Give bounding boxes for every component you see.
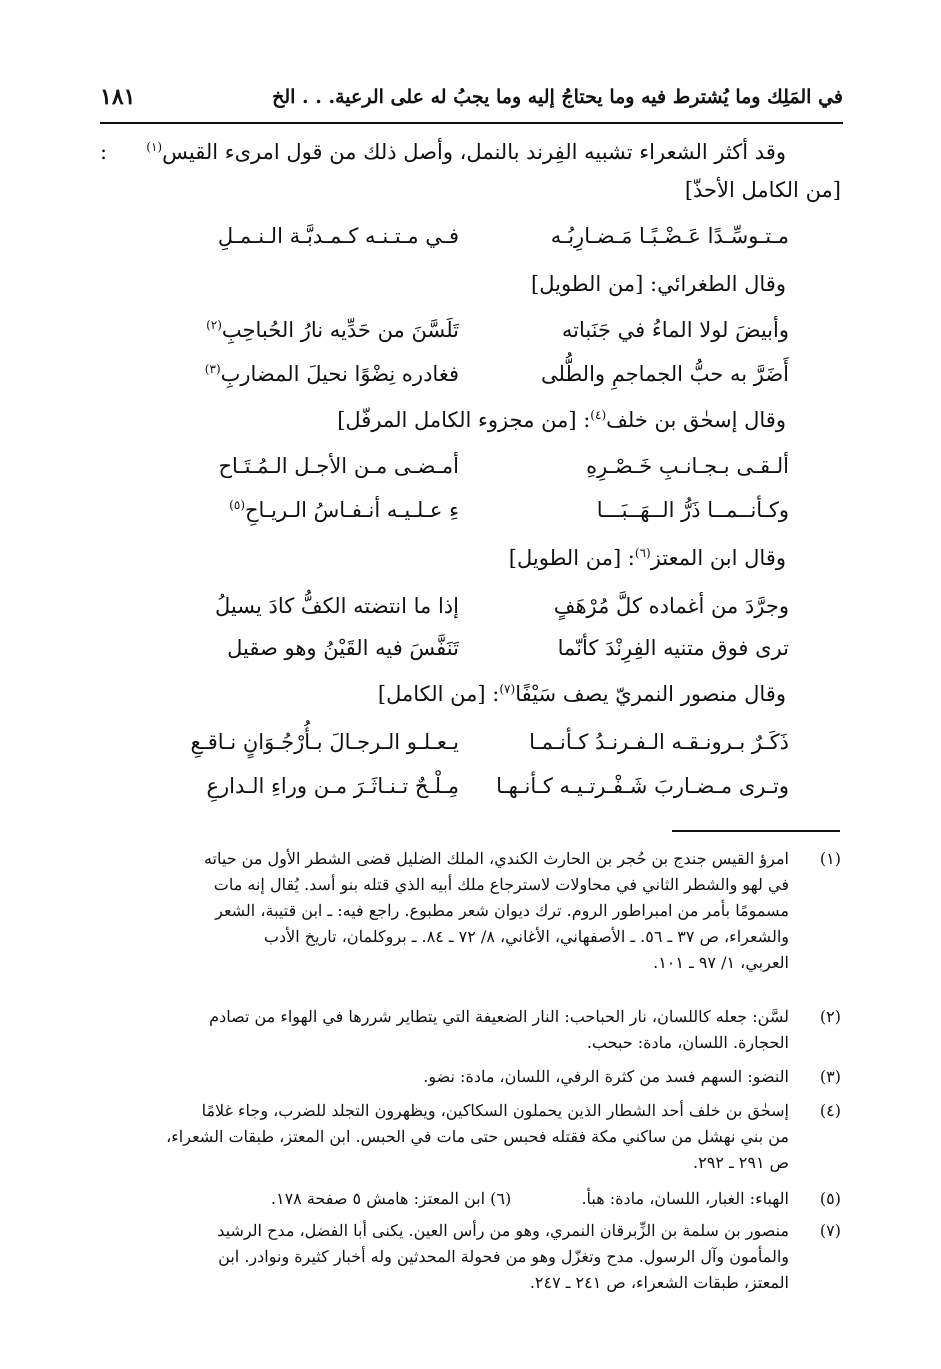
verse-intro: وقال الطغرائي: [من الطويل] [531,272,786,296]
footnote-ref: (٢) [206,318,222,332]
footnote-number: (١) [819,849,841,868]
verse-second-hemistich [159,362,459,386]
footnote-ref: (٦) [634,546,651,560]
verse-second-hemistich [159,498,459,522]
footnote-ref: (٤) [590,408,607,422]
footnote-rule [672,830,840,832]
footnote-number: (٧) [819,1221,841,1240]
verse-intro [337,408,786,432]
footnote-ref: (١) [146,140,163,154]
footnote-text [99,1186,789,1212]
header-rule [100,122,843,124]
footnote-5-6 [99,1186,841,1212]
verse-first-hemistich: ترى فوق متنيه الفِرِنْدَ كأنّما [557,636,789,660]
verse-first-hemistich: ذَكَـرٌ بـرونـقـه الـفـرنـدُ كـأنـمـا [529,730,789,754]
verse-second-hemistich: يـعـلـو الـرجـالَ بـأُرْجُـوَانٍ نـاقـعِ [190,730,459,754]
footnote-line: والشعراء، ص ٣٧ ـ ٥٦. ـ الأصفهاني، الأغاني، ٨/ ٧٢ ـ ٨٤. ـ بروكلمان، تاريخ الأدب [263,927,789,946]
prose-line [146,140,786,164]
verse-second-hemistich: إذا ما انتضته الكفُّ كادَ يسيلُ [214,594,459,618]
footnote-line: مسمومًا بأمر من امبراطور الروم. ترك ديوان شعر مطبوع. راجع فيه: ـ ابن قتيبة، الشعر [215,901,789,920]
footnote-2 [99,1004,841,1056]
verse-first-hemistich: وكـأنــمــا ذَرُّ الــهَــبَـــا [596,498,789,522]
footnote-text [99,1004,789,1056]
footnote-7 [99,1218,841,1296]
verse-intro [378,682,786,706]
page-number: ١٨١ [100,84,136,110]
meter-label: [من الكامل الأحذّ] [684,178,841,202]
footnote-ref: (٣) [204,362,221,376]
footnote-line: العربي، ١/ ٩٧ ـ ١٠١. [653,953,789,972]
colon-mark: : [100,140,108,164]
intro-text: وقال ابن المعتز [650,546,786,570]
verse-first-hemistich: وتـرى مـضـاربَ شَـفْـرتـيـه كـأنـهـا [496,774,789,798]
footnote-line: النضو: السهم فسد من كثرة الرفي، اللسان، مادة: نضو. [423,1067,789,1086]
footnote-ref: (٧) [499,682,516,696]
footnote-line: المعتز، طبقات الشعراء، ص ٢٤١ ـ ٢٤٧. [529,1273,789,1292]
footnote-line: ابن المعتز: هامش ٥ صفحة ١٧٨. [270,1189,486,1208]
intro-text: وقال منصور النمريّ يصف سَيْفًا [515,682,786,706]
footnote-number: (٢) [819,1007,841,1026]
verse-first-hemistich: وأبيضَ لولا الماءُ في جَنَباته [561,318,789,342]
footnote-line: الحجارة. اللسان، مادة: حبحب. [586,1033,789,1052]
footnote-number: (٦) [490,1189,512,1208]
running-title: في المَلِك وما يُشترط فيه وما يحتاجُ إليه وما يجبُ له على الرعية. . . الخ [272,86,843,108]
footnote-line: امرؤ القيس جندج بن حُجر بن الحارث الكندي، الملك الضليل قضى الشطر الأول من حياته [203,849,789,868]
footnote-line: ص ٢٩١ ـ ٢٩٢. [693,1153,789,1172]
meter-label: : [من مجزوء الكامل المرفّل] [337,408,591,432]
verse-text: فغادره نِضْوًا نحيلَ المضاربِ [220,362,459,386]
footnote-number: (٥) [819,1189,841,1208]
footnote-line: منصور بن سلمة بن الزِّبرقان النمري، وهو من رأس العين. يكنى أبا الفضل، مدح الرشيد [217,1221,789,1240]
verse-intro [509,546,786,570]
verse-first-hemistich: ألـقـى بـجـانـبِ خَـصْـرِهِ [586,454,789,478]
meter-label: : [من الطويل] [508,546,635,570]
footnote-line: لسَّن: جعله كاللسان، نار الحباحب: النار الضعيفة التي يتطاير شررها في الهواء من تصادم [209,1007,789,1026]
footnote-ref: (٥) [229,498,245,512]
footnote-text [99,846,789,976]
verse-second-hemistich: تَنَفَّسَ فيه القَيْنُ وهو صقيل [227,636,459,660]
footnote-line: في لهو والشطر الثاني في محاولات لاسترجاع ملك أبيه الذي قتله بنو أسد. يُقال إنه مات [213,875,789,894]
meter-label: : [من الكامل] [377,682,500,706]
verse-second-hemistich [159,318,459,342]
running-header [100,82,843,122]
verse-second-hemistich: أمـضـى مـن الأجـل الـمُـتَـاح [218,454,459,478]
footnote-text [99,1098,789,1176]
footnote-number: (٤) [819,1101,841,1120]
prose-text: وقد أكثر الشعراء تشبيه الفِرند بالنمل، وأصل ذلك من قول امرىء القيس [162,140,786,164]
footnote-number: (٣) [819,1067,841,1086]
verse-second-hemistich: فـي مـتـنـه كـمـدبَّـة الـنـمـلِ [217,224,459,248]
footnote-text [99,1064,789,1090]
verse-second-hemistich: مِـلْـحٌ تـنـاثَـرَ مـن وراءِ الـدارعِ [206,774,459,798]
footnote-line: الهباء: الغبار، اللسان، مادة: هبأ. [581,1189,789,1208]
verse-text: تَلَسَّنَ من حَدِّيه نارُ الحُباحِبِ [221,318,459,342]
footnote-line: والمأمون وآل الرسول. مدح وتغزّل وهو من فحولة المحدثين وله أخبار كثيرة ونوادر. ابن [218,1247,789,1266]
verse-first-hemistich: أَضَرَّ به حبُّ الجماجمِ والطُّلى [540,362,789,386]
footnote-3 [99,1064,841,1090]
verse-first-hemistich: مـتـوسِّـدًا عَـضْـبًـا مَـضـارِبُـه [550,224,789,248]
verse-text: ءِ عـلـيـه أنـفـاسُ الـريـاحِ [245,498,459,522]
intro-text: وقال إسحٰق بن خلف [606,408,786,432]
footnote-4 [99,1098,841,1176]
footnote-1 [99,846,841,976]
verse-first-hemistich: وجرَّدَ من أغماده كلَّ مُرْهَفٍ [553,594,789,618]
footnote-text [99,1218,789,1296]
footnote-line: من بني نهشل من ساكني مكة فقتله فحبس حتى مات في الحبس. ابن المعتز، طبقات الشعراء، [166,1127,789,1146]
footnote-line: إسحٰق بن خلف أحد الشطار الذين يحملون السكاكين، ويظهرون التجلد للضرب، وجاء غلامًا [201,1101,789,1120]
